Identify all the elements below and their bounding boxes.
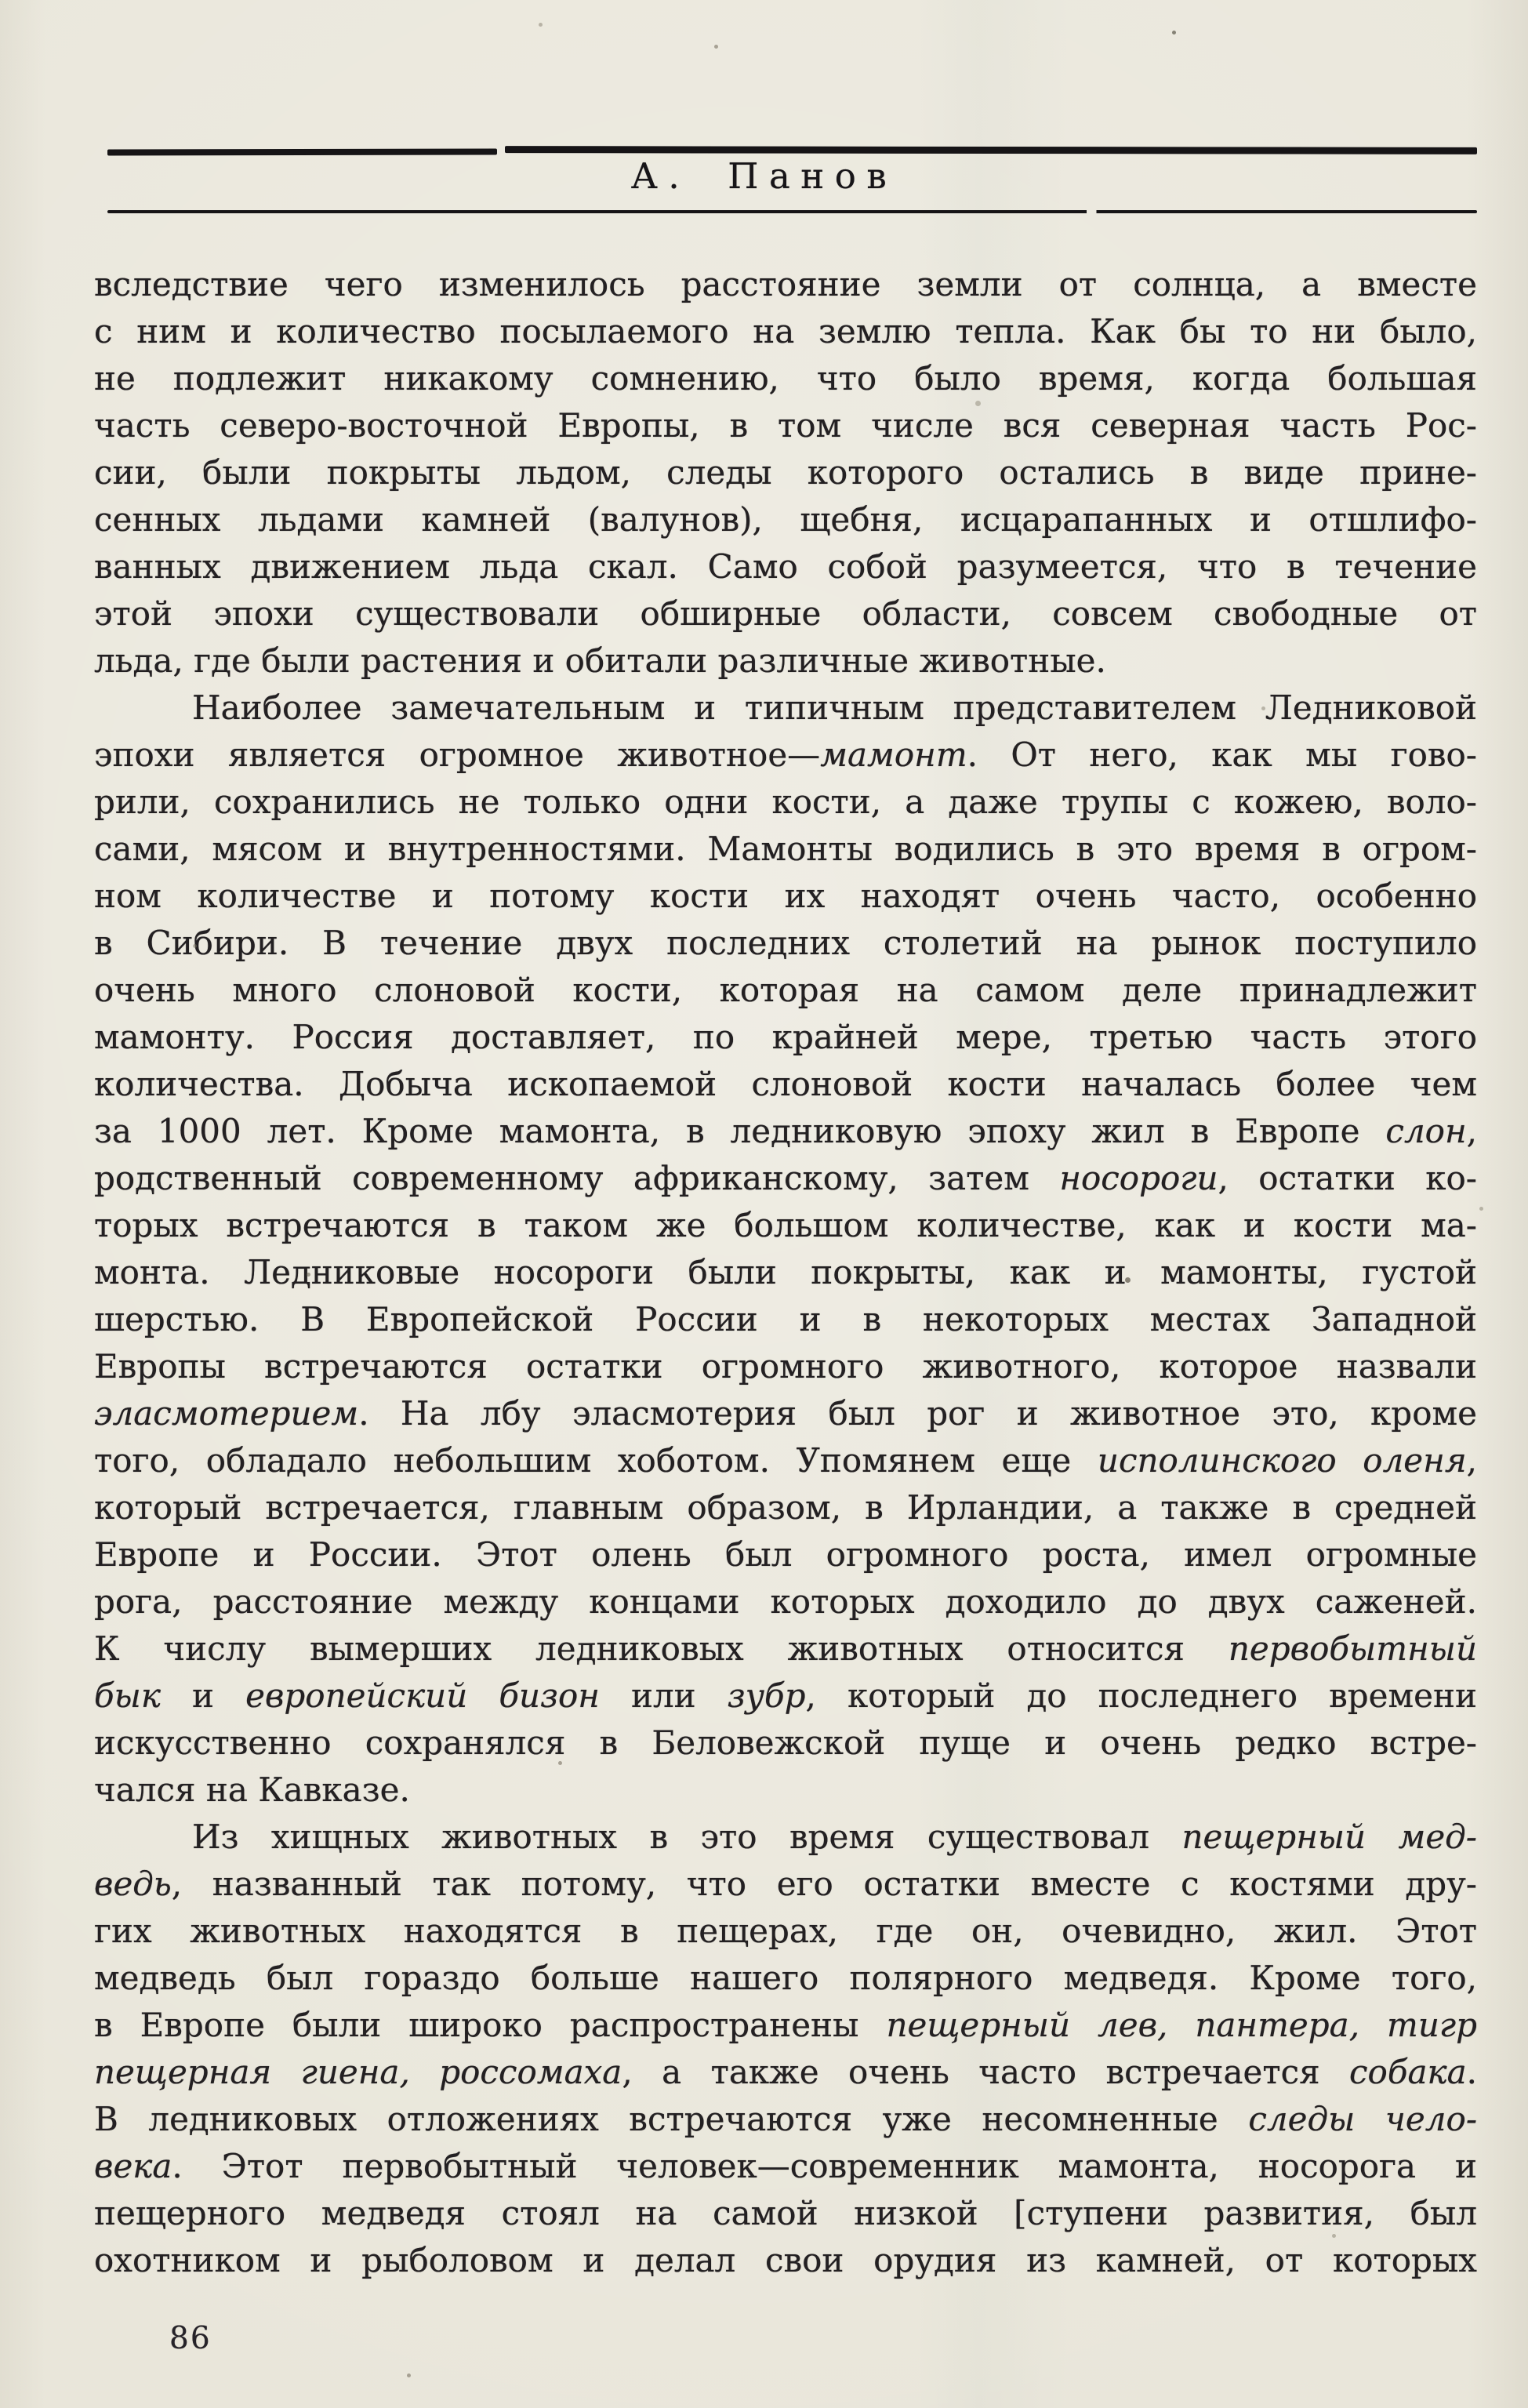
text-segment: льда, где были растения и обитали различные животные. <box>94 641 1106 680</box>
text-line <box>94 590 1477 637</box>
text-segment: сами, мясом и внутренностями. Мамонты водились в это время в огром- <box>94 830 1477 868</box>
text-line <box>94 920 1477 967</box>
text-segment: в Европе были широко распространены <box>94 2006 887 2044</box>
paragraph <box>94 1814 1477 2284</box>
text-segment: Наиболее замечательным и типичным представителем Ледниковой <box>192 688 1477 727</box>
text-segment: медведь был гораздо больше нашего полярного медведя. Кроме того, <box>94 1959 1477 1997</box>
header-rule-top-right-segment <box>505 146 1477 154</box>
text-segment: в Сибири. В течение двух последних столетий на рынок поступило <box>94 924 1477 962</box>
text-segment: Европы встречаются остатки огромного животного, которое назвали <box>94 1347 1477 1386</box>
text-line <box>94 1296 1477 1343</box>
text-segment: вследствие чего изменилось расстояние земли от солнца, а вместе <box>94 265 1477 303</box>
text-line <box>94 308 1477 355</box>
text-segment: рога, расстояние между концами которых доходило до двух саженей. <box>94 1582 1477 1621</box>
text-line <box>94 261 1477 308</box>
italic-text-segment: эласмотерием <box>94 1394 359 1433</box>
paper-specks <box>0 0 2 2</box>
italic-text-segment: слон <box>1385 1112 1467 1150</box>
paragraph <box>94 685 1477 1814</box>
text-segment: сенных льдами камней (валунов), щебня, исцарапанных и отшлифо- <box>94 500 1477 539</box>
paragraph <box>94 261 1477 685</box>
text-line <box>94 2237 1477 2284</box>
text-line <box>94 873 1477 920</box>
text-segment: шерстью. В Европейской России и в некоторых местах Западной <box>94 1300 1477 1338</box>
text-line <box>94 449 1477 496</box>
text-line <box>94 2002 1477 2049</box>
text-segment: количества. Добыча ископаемой слоновой кости началась более чем <box>94 1065 1477 1103</box>
text-segment: В ледниковых отложениях встречаются уже несомненные <box>94 2100 1249 2138</box>
text-segment: , который до последнего времени <box>805 1676 1478 1715</box>
italic-text-segment: европейский бизон <box>245 1676 600 1715</box>
text-segment: эпохи является огромное животное— <box>94 735 821 774</box>
text-segment: с ним и количество посылаемого на землю тепла. Как бы то ни было, <box>94 312 1477 350</box>
text-line <box>94 1625 1477 1673</box>
text-line <box>94 1014 1477 1061</box>
italic-text-segment: бык <box>94 1676 161 1715</box>
text-line <box>94 1155 1477 1202</box>
italic-text-segment: следы чело- <box>1248 2100 1478 2138</box>
text-line <box>94 2049 1477 2096</box>
text-segment: и <box>160 1676 246 1715</box>
text-line <box>94 496 1477 543</box>
text-line <box>94 1814 1477 1861</box>
text-line <box>94 1720 1477 1767</box>
italic-text-segment: носороги <box>1059 1159 1218 1197</box>
text-segment: , остатки ко- <box>1218 1159 1478 1197</box>
text-segment: . От него, как мы гово- <box>967 735 1477 774</box>
italic-text-segment: пещерная гиена, россомаха <box>94 2053 622 2091</box>
text-line <box>94 1484 1477 1531</box>
text-line <box>94 1767 1477 1814</box>
text-segment: не подлежит никакому сомнению, что было время, когда большая <box>94 359 1477 398</box>
text-segment: ванных движением льда скал. Само собой разумеется, что в течение <box>94 547 1477 586</box>
text-line <box>94 637 1477 685</box>
text-segment: , названный так потому, что его остатки вместе с костями дру- <box>171 1865 1477 1903</box>
text-segment: искусственно сохранялся в Беловежской пуще и очень редко встре- <box>94 1723 1477 1762</box>
text-segment: ном количестве и потому кости их находят очень часто, особенно <box>94 877 1477 915</box>
text-line <box>94 1108 1477 1155</box>
text-line <box>94 543 1477 590</box>
body-text <box>94 261 1477 2284</box>
text-segment: , <box>1466 1441 1477 1480</box>
text-segment: , а также очень часто встречается <box>622 2053 1350 2091</box>
italic-text-segment: века <box>94 2147 172 2185</box>
text-line <box>94 1578 1477 1625</box>
text-segment: монта. Ледниковые носороги были покрыты, как и мамонты, густой <box>94 1253 1477 1291</box>
text-segment: сии, были покрыты льдом, следы которого остались в виде прине- <box>94 453 1477 492</box>
text-line <box>94 1061 1477 1108</box>
italic-text-segment: исполинского оленя <box>1097 1441 1467 1480</box>
text-segment: . <box>1466 2053 1477 2091</box>
page-number: 86 <box>169 2321 212 2356</box>
text-segment: пещерного медведя стоял на самой низкой [ступени развития, был <box>94 2194 1477 2232</box>
text-segment: или <box>599 1676 728 1715</box>
text-line <box>94 779 1477 826</box>
text-line <box>94 1343 1477 1390</box>
italic-text-segment: зубр <box>727 1676 806 1715</box>
text-line <box>94 1531 1477 1578</box>
text-segment: часть северо-восточной Европы, в том числе вся северная часть Рос- <box>94 406 1477 445</box>
italic-text-segment: мамонт <box>820 735 967 774</box>
text-segment: Из хищных животных в это время существовал <box>192 1818 1182 1856</box>
header-rule-top <box>107 146 1477 155</box>
text-line <box>94 1437 1477 1484</box>
text-line <box>94 826 1477 873</box>
text-segment: . На лбу эласмотерия был рог и животное это, кроме <box>358 1394 1477 1433</box>
text-segment: этой эпохи существовали обширные области, совсем свободные от <box>94 594 1477 633</box>
text-line <box>94 1390 1477 1437</box>
text-line <box>94 2143 1477 2190</box>
text-segment: родственный современному африканскому, затем <box>94 1159 1060 1197</box>
header-rule-bottom <box>107 210 1477 213</box>
text-segment: мамонту. Россия доставляет, по крайней мере, третью часть этого <box>94 1018 1477 1056</box>
text-segment: который встречается, главным образом, в Ирландии, а также в средней <box>94 1488 1477 1527</box>
italic-text-segment: пещерный мед- <box>1181 1818 1477 1856</box>
text-segment: рили, сохранились не только одни кости, а даже трупы с кожею, воло- <box>94 783 1477 821</box>
text-line <box>94 685 1477 732</box>
text-segment: , <box>1466 1112 1477 1150</box>
text-line <box>94 1955 1477 2002</box>
text-segment: . Этот первобытный человек—современник мамонта, носорога и <box>172 2147 1477 2185</box>
text-segment: К числу вымерших ледниковых животных относится <box>94 1629 1229 1668</box>
text-segment: за 1000 лет. Кроме мамонта, в ледниковую эпоху жил в Европе <box>94 1112 1386 1150</box>
text-segment: очень много слоновой кости, которая на самом деле принадлежит <box>94 971 1477 1009</box>
text-line <box>94 2190 1477 2237</box>
italic-text-segment: ведь <box>94 1865 172 1903</box>
italic-text-segment: пещерный лев, пантера, тигр <box>886 2006 1477 2044</box>
text-segment: гих животных находятся в пещерах, где он, очевидно, жил. Этот <box>94 1912 1477 1950</box>
text-line <box>94 967 1477 1014</box>
text-line <box>94 2096 1477 2143</box>
text-segment: охотником и рыболовом и делал свои орудия из камней, от которых <box>94 2241 1477 2279</box>
text-line <box>94 1202 1477 1249</box>
text-line <box>94 1673 1477 1720</box>
text-segment: того, обладало небольшим хоботом. Упомянем еще <box>94 1441 1098 1480</box>
text-line <box>94 1861 1477 1908</box>
text-segment: торых встречаются в таком же большом количестве, как и кости ма- <box>94 1206 1477 1244</box>
text-line <box>94 732 1477 779</box>
page-header-author: А. Панов <box>630 155 898 197</box>
text-line <box>94 1249 1477 1296</box>
text-segment: Европе и России. Этот олень был огромного роста, имел огромные <box>94 1535 1477 1574</box>
text-segment: чался на Кавказе. <box>94 1771 410 1809</box>
italic-text-segment: собака <box>1349 2053 1467 2091</box>
text-line <box>94 355 1477 402</box>
text-line <box>94 402 1477 449</box>
italic-text-segment: первобытный <box>1228 1629 1477 1668</box>
text-line <box>94 1908 1477 1955</box>
